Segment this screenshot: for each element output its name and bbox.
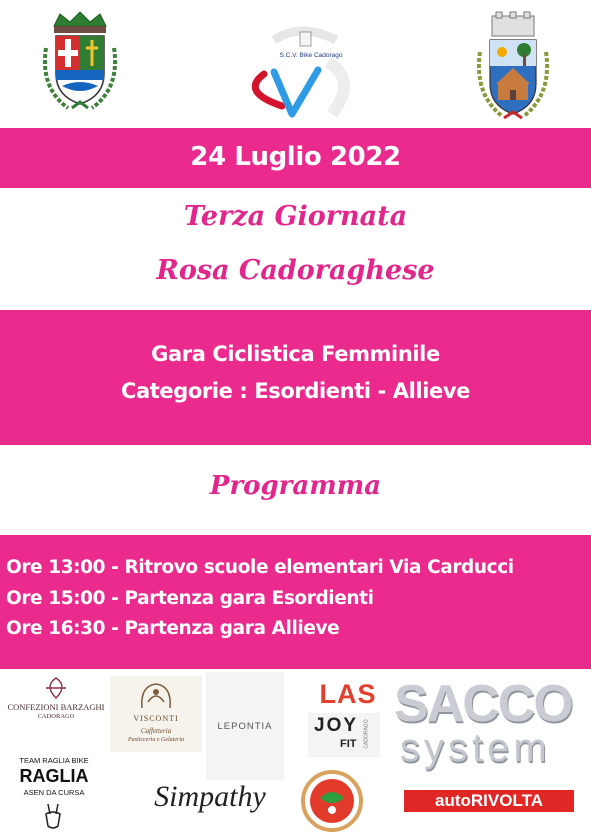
sponsor-barzaghi-name: CONFEZIONI BARZAGHI <box>7 702 105 712</box>
sponsor-raglia <box>4 754 104 834</box>
schedule-item: Ore 16:30 - Partenza gara Allieve <box>6 618 340 639</box>
sponsor-raglia-name: RAGLIA <box>19 766 89 786</box>
province-coat-of-arms <box>38 8 122 120</box>
schedule-item: Ore 13:00 - Ritrovo scuole elementari Via Carducci <box>6 557 514 578</box>
donkey-icon <box>40 800 68 832</box>
municipality-coat-of-arms <box>472 8 554 128</box>
club-logo-text: S.C.V. Bike Cadorago <box>279 52 343 59</box>
sponsor-sacco-system <box>392 676 586 774</box>
event-date: 24 Luglio 2022 <box>190 142 401 172</box>
sponsor-visconti <box>110 676 202 752</box>
sponsor-joy-name: JOY <box>314 715 359 736</box>
sponsor-visconti-sub2: Pasticceria e Gelateria <box>128 737 184 743</box>
event-title-line-2: Rosa Cadoraghese <box>156 255 435 286</box>
sponsor-barzaghi <box>4 676 108 740</box>
race-categories: Categorie : Esordienti - Allieve <box>121 379 470 403</box>
coat-of-arms-icon <box>38 8 122 120</box>
program-title: Programma <box>209 471 382 501</box>
race-type: Gara Ciclistica Femminile <box>151 342 440 366</box>
sponsor-simpathy: Simpathy <box>154 780 266 813</box>
club-logo <box>232 22 358 130</box>
sponsor-lepontia <box>206 672 284 780</box>
municipality-crest-icon <box>472 8 554 128</box>
sponsor-lepontia-name: LEPONTIA <box>217 720 273 732</box>
sponsor-fit-name: FIT <box>340 738 357 750</box>
sponsor-las <box>308 676 388 712</box>
sponsor-barzaghi-city: CADORAGO <box>37 713 75 720</box>
cycling-club-logo-icon <box>232 22 358 130</box>
event-title-line-1: Terza Giornata <box>183 201 408 232</box>
sponsor-pizza-logo <box>300 768 364 834</box>
sponsor-las-name: LAS <box>319 679 377 709</box>
pizza-icon <box>300 768 364 834</box>
sponsor-system-name: system <box>400 726 551 770</box>
sponsor-sacco-name: SACCO <box>394 675 572 733</box>
schedule-item: Ore 15:00 - Partenza gara Esordienti <box>6 588 374 609</box>
sponsor-joy-fit <box>308 713 380 757</box>
sponsor-joy-side-text: CADORAGO <box>363 719 370 749</box>
sponsor-autorivolta: autoRIVOLTA <box>404 790 574 812</box>
sponsor-visconti-sub1: Caffetteria <box>140 727 172 735</box>
sponsor-raglia-sub: ASEN DA CURSA <box>23 788 85 797</box>
sponsor-raglia-team: TEAM RAGLIA BIKE <box>19 756 89 765</box>
sponsor-visconti-name: VISCONTI <box>133 714 179 723</box>
ornament-icon <box>40 676 72 700</box>
visconti-emblem-icon <box>136 678 176 714</box>
